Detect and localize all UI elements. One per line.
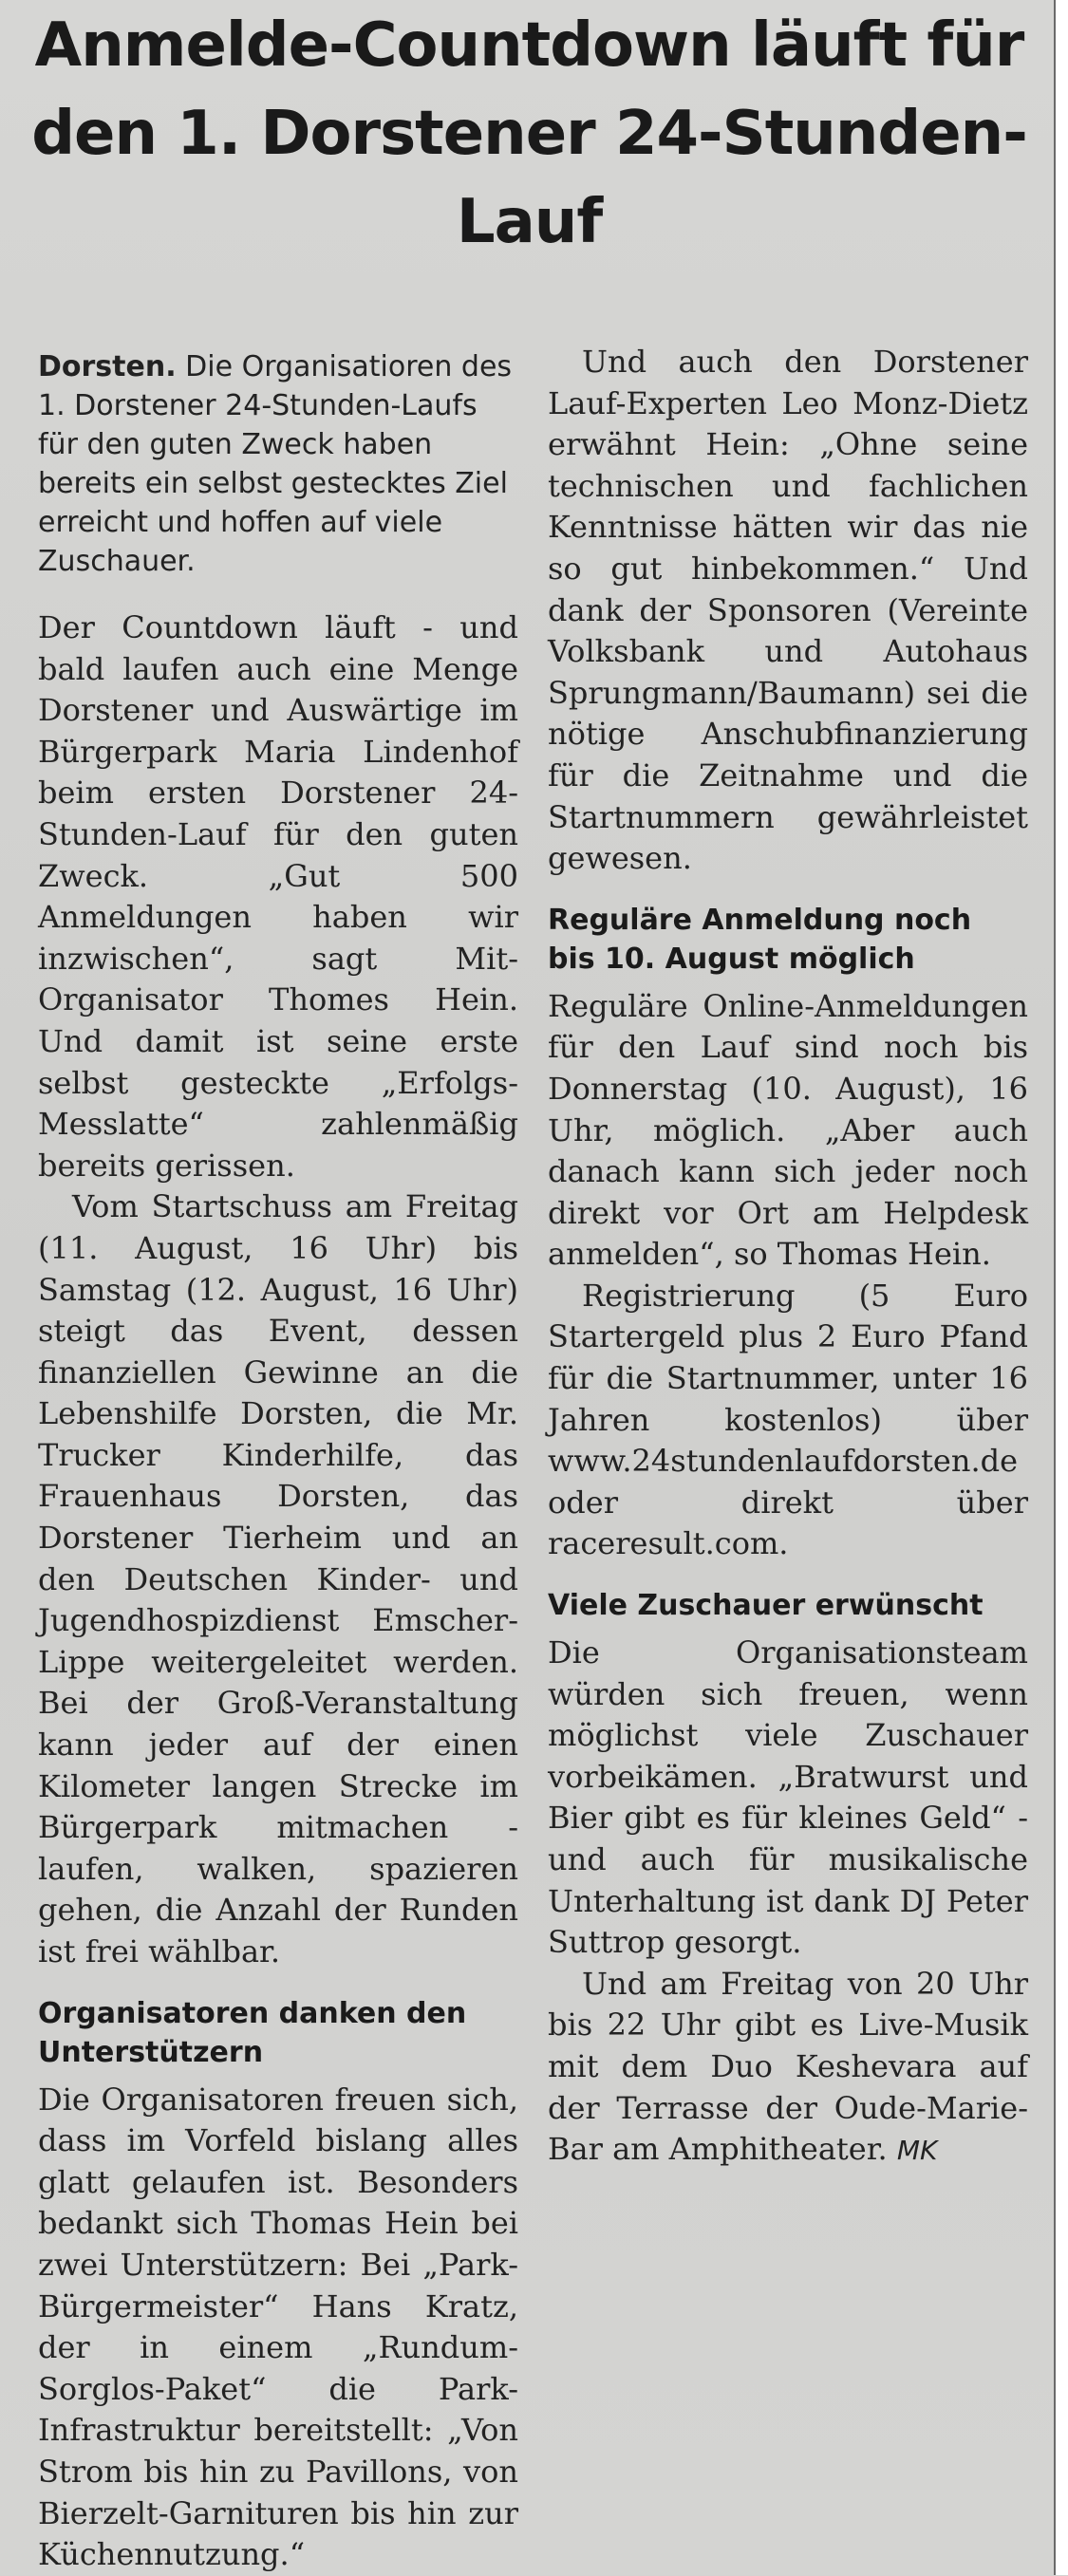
- article-column-left: [38, 347, 518, 2576]
- lead-paragraph: [38, 347, 518, 581]
- body-paragraph: Und auch den Dorstener Lauf-Experten Leo Monz-Dietz erwähnt Hein: „Ohne seine technischen und fachlichen Kenntnisse hätten wir das nie so gut hinbekommen.“ Und dank der Sponsoren (Vereinte Volksbank und Autohaus Sprungmann/Baumann) sei die nötige Anschubfinanzierung für die Zeitnahme und die Startnummern gewährleistet gewesen.: [548, 344, 1028, 877]
- subheading: Viele Zuschauer erwünscht: [548, 1589, 984, 1623]
- closing-text: Und am Freitag von 20 Uhr bis 22 Uhr gibt es Live-Musik mit dem Duo Keshevara auf der Terrasse der Oude-Marie-Bar am Amphitheater.: [548, 1965, 1028, 2168]
- page-edge: [1054, 0, 1068, 2575]
- author-initials: MK: [896, 2135, 938, 2167]
- body-paragraph: Die Organisatoren freuen sich, dass im Vorfeld bislang alles glatt gelaufen ist. Besonders bedankt sich Thomas Hein bei zwei Unterstützern: Bei „Park-Bürgermeister“ Hans Kratz, der in einem „Rundum-Sorglos-Paket“ die Park-Infrastruktur bereitstellt: „Von Strom bis hin zu Pavillons, von Bierzelt-Garnituren bis hin zur Küchennutzung.“: [38, 2081, 518, 2573]
- headline: Anmelde-Countdown läuft für den 1. Dorstener 24-Stunden-Lauf: [31, 10, 1027, 257]
- body-paragraph: Die Organisationsteam würden sich freuen, wenn möglichst viele Zuschauer vorbeikämen. „Bratwurst und Bier gibt es für kleines Geld“ - und auch für musikalische Unterhaltung ist dank DJ Peter Suttrop gesorgt.: [548, 1634, 1028, 1961]
- body-paragraph: [548, 1964, 1028, 2172]
- article-column-right: [548, 342, 1028, 2172]
- body-paragraph: Registrierung (5 Euro Startergeld plus 2 Euro Pfand für die Startnummer, unter 16 Jahren kostenlos) über www.24stundenlaufdorsten.de oder direkt über raceresult.com.: [548, 1277, 1028, 1562]
- lead-text: Die Organisatioren des 1. Dorstener 24-Stunden-Laufs für den guten Zweck haben bereits ein selbst gestecktes Ziel erreicht und hoffen auf viele Zuschauer.: [38, 350, 513, 578]
- dateline: Dorsten.: [38, 350, 177, 383]
- body-paragraph: Der Countdown läuft - und bald laufen auch eine Menge Dorstener und Auswärtige im Bürgerpark Maria Lindenhof beim ersten Dorstener 24-Stunden-Lauf für den guten Zweck. „Gut 500 Anmeldungen haben wir inzwischen“, sagt Mit-Organisator Thomes Hein. Und damit ist seine erste selbst gesteckte „Erfolgs-Messlatte“ zahlenmäßig bereits gerissen.: [38, 609, 518, 1184]
- body-paragraph: Vom Startschuss am Freitag (11. August, 16 Uhr) bis Samstag (12. August, 16 Uhr) steigt das Event, dessen finanziellen Gewinne an die Lebenshilfe Dorsten, die Mr. Trucker Kinderhilfe, das Frauenhaus Dorsten, das Dorstener Tierheim und an den Deutschen Kinder- und Jugendhospizdienst Emscher-Lippe weitergeleitet werden. Bei der Groß-Veranstaltung kann jeder auf der einen Kilometer langen Strecke im Bürgerpark mitmachen - laufen, walken, spazieren gehen, die Anzahl der Runden ist frei wählbar.: [38, 1188, 518, 1969]
- subheading: Reguläre Anmeldung noch bis 10. August möglich: [548, 903, 972, 976]
- body-paragraph: Reguläre Online-Anmeldungen für den Lauf sind noch bis Donnerstag (10. August), 16 Uhr, möglich. „Aber auch danach kann sich jeder noch direkt vor Ort am Helpdesk anmelden“, so Thomas Hein.: [548, 987, 1028, 1273]
- subheading: Organisatoren danken den Unterstützern: [38, 1996, 467, 2069]
